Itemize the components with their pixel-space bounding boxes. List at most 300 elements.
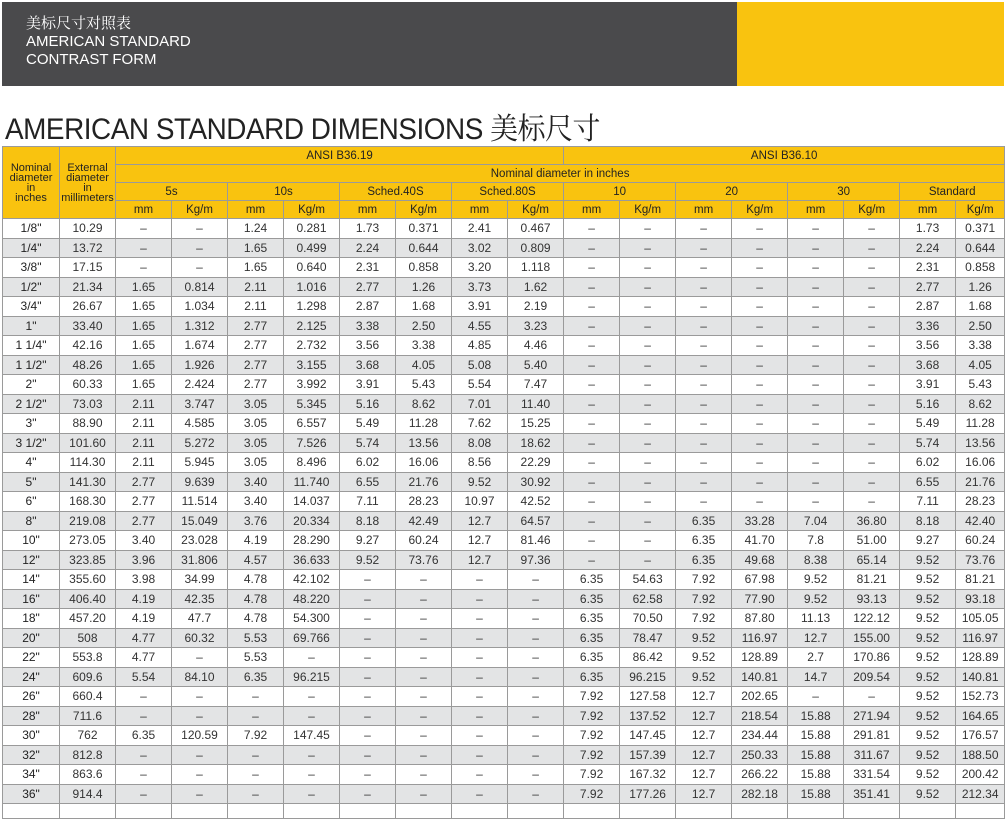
table-cell: – xyxy=(788,375,844,395)
table-cell: 271.94 xyxy=(844,706,900,726)
external-diameter-cell: 914.4 xyxy=(60,784,116,804)
table-cell: 86.42 xyxy=(620,648,676,668)
external-diameter-cell: 711.6 xyxy=(60,706,116,726)
table-row xyxy=(3,570,1005,590)
banner-title-chinese: 美标尺寸对照表 xyxy=(26,15,132,32)
table-cell: 3.38 xyxy=(396,336,452,356)
table-cell: – xyxy=(564,375,620,395)
nominal-size-cell: 36" xyxy=(3,784,60,804)
table-cell: – xyxy=(284,687,340,707)
external-diameter-cell: 323.85 xyxy=(60,550,116,570)
table-cell: – xyxy=(508,628,564,648)
table-cell: 2.11 xyxy=(116,453,172,473)
table-cell: – xyxy=(340,726,396,746)
external-diameter-cell: 26.67 xyxy=(60,297,116,317)
table-cell: – xyxy=(396,784,452,804)
header-text: inches xyxy=(15,191,47,204)
table-cell: 3.02 xyxy=(452,238,508,258)
table-cell: – xyxy=(340,745,396,765)
table-cell: – xyxy=(564,511,620,531)
table-cell: 1.62 xyxy=(508,277,564,297)
table-cell: – xyxy=(732,219,788,239)
table-cell: 3.56 xyxy=(900,336,956,356)
table-cell: 128.89 xyxy=(956,648,1005,668)
table-cell: 7.8 xyxy=(788,531,844,551)
table-cell: – xyxy=(788,219,844,239)
nominal-size-cell: 30" xyxy=(3,726,60,746)
table-cell: – xyxy=(564,453,620,473)
table-cell: – xyxy=(340,706,396,726)
table-cell: – xyxy=(228,765,284,785)
table-cell: 2.77 xyxy=(900,277,956,297)
table-cell: – xyxy=(284,745,340,765)
table-row xyxy=(3,550,1005,570)
table-cell: – xyxy=(396,648,452,668)
table-cell: – xyxy=(676,472,732,492)
table-cell: 282.18 xyxy=(732,784,788,804)
table-cell: 6.35 xyxy=(228,667,284,687)
table-cell: – xyxy=(788,687,844,707)
nominal-size-cell: 3 1/2" xyxy=(3,433,60,453)
external-diameter-cell: 13.72 xyxy=(60,238,116,258)
table-cell: 1.016 xyxy=(284,277,340,297)
table-cell: – xyxy=(564,433,620,453)
table-row xyxy=(3,336,1005,356)
table-cell: – xyxy=(676,492,732,512)
table-cell: 9.52 xyxy=(900,706,956,726)
nominal-size-cell: 10" xyxy=(3,531,60,551)
unit-mm-header: mm xyxy=(228,201,284,219)
external-diameter-cell: 88.90 xyxy=(60,414,116,434)
table-cell: 28.290 xyxy=(284,531,340,551)
table-row xyxy=(3,238,1005,258)
table-row xyxy=(3,219,1005,239)
table-row xyxy=(3,687,1005,707)
nominal-size-cell: 20" xyxy=(3,628,60,648)
table-cell: 1.65 xyxy=(116,316,172,336)
table-cell xyxy=(844,804,900,819)
table-cell: 5.49 xyxy=(900,414,956,434)
table-cell: 188.50 xyxy=(956,745,1005,765)
table-cell: 47.7 xyxy=(172,609,228,629)
table-cell: 8.62 xyxy=(396,394,452,414)
table-cell: – xyxy=(340,648,396,668)
nominal-size-cell: 1 1/2" xyxy=(3,355,60,375)
table-cell: 3.05 xyxy=(228,394,284,414)
table-cell: 4.77 xyxy=(116,648,172,668)
unit-kgm-header: Kg/m xyxy=(620,201,676,219)
table-cell: – xyxy=(508,765,564,785)
nominal-span-header: Nominal diameter in inches xyxy=(116,165,1005,183)
banner-dark-panel xyxy=(2,2,737,86)
table-cell: 5.945 xyxy=(172,453,228,473)
table-cell: 60.24 xyxy=(956,531,1005,551)
table-cell: – xyxy=(396,745,452,765)
table-cell xyxy=(172,804,228,819)
nominal-size-cell: 22" xyxy=(3,648,60,668)
table-cell xyxy=(620,804,676,819)
table-cell: 49.68 xyxy=(732,550,788,570)
standard-b3619-header: ANSI B36.19 xyxy=(116,147,564,165)
header-banner xyxy=(2,2,1004,86)
table-cell: 3.05 xyxy=(228,453,284,473)
table-cell: 1.68 xyxy=(396,297,452,317)
table-cell: – xyxy=(284,648,340,668)
table-cell: – xyxy=(508,667,564,687)
table-cell xyxy=(3,804,60,819)
table-cell: – xyxy=(564,238,620,258)
table-cell: 0.371 xyxy=(396,219,452,239)
schedule-header: 10 xyxy=(564,183,676,201)
header-text: External xyxy=(67,161,108,174)
table-cell: – xyxy=(340,687,396,707)
table-cell: – xyxy=(620,433,676,453)
table-cell: – xyxy=(116,745,172,765)
table-cell: – xyxy=(340,589,396,609)
table-cell: 18.62 xyxy=(508,433,564,453)
table-cell: 12.7 xyxy=(676,784,732,804)
nominal-size-cell: 24" xyxy=(3,667,60,687)
table-cell: – xyxy=(732,375,788,395)
table-cell: 331.54 xyxy=(844,765,900,785)
table-cell: 128.89 xyxy=(732,648,788,668)
table-cell: 250.33 xyxy=(732,745,788,765)
table-cell: 4.19 xyxy=(228,531,284,551)
table-cell: 116.97 xyxy=(732,628,788,648)
nominal-size-cell: 2" xyxy=(3,375,60,395)
table-cell: 0.858 xyxy=(956,258,1005,278)
table-cell: 351.41 xyxy=(844,784,900,804)
table-cell: – xyxy=(788,492,844,512)
table-cell: 3.23 xyxy=(508,316,564,336)
table-cell xyxy=(956,804,1005,819)
table-cell: 9.52 xyxy=(676,648,732,668)
table-cell: 105.05 xyxy=(956,609,1005,629)
table-cell: – xyxy=(676,316,732,336)
table-cell: 3.68 xyxy=(900,355,956,375)
table-cell: – xyxy=(172,765,228,785)
table-cell: 4.46 xyxy=(508,336,564,356)
table-row xyxy=(3,726,1005,746)
table-cell: 140.81 xyxy=(956,667,1005,687)
table-cell: 2.77 xyxy=(116,472,172,492)
table-cell: 1.298 xyxy=(284,297,340,317)
table-cell: 93.18 xyxy=(956,589,1005,609)
table-cell: – xyxy=(676,336,732,356)
table-cell: 0.809 xyxy=(508,238,564,258)
table-cell: 7.92 xyxy=(676,609,732,629)
table-cell: 81.21 xyxy=(844,570,900,590)
table-cell: – xyxy=(564,531,620,551)
table-cell: – xyxy=(508,570,564,590)
table-cell: – xyxy=(788,453,844,473)
table-cell xyxy=(452,804,508,819)
table-cell: 2.77 xyxy=(228,375,284,395)
table-cell: 2.50 xyxy=(956,316,1005,336)
table-cell: 5.54 xyxy=(452,375,508,395)
dimensions-table-container xyxy=(2,146,1004,819)
table-cell: 122.12 xyxy=(844,609,900,629)
table-cell: 1.312 xyxy=(172,316,228,336)
external-diameter-cell: 508 xyxy=(60,628,116,648)
table-cell: – xyxy=(788,336,844,356)
external-diameter-cell: 273.05 xyxy=(60,531,116,551)
table-cell: 6.557 xyxy=(284,414,340,434)
table-row xyxy=(3,258,1005,278)
table-cell: – xyxy=(564,258,620,278)
nominal-size-cell: 6" xyxy=(3,492,60,512)
table-cell: 3.05 xyxy=(228,433,284,453)
table-cell: 11.740 xyxy=(284,472,340,492)
table-cell: 9.52 xyxy=(900,648,956,668)
unit-mm-header: mm xyxy=(564,201,620,219)
table-row xyxy=(3,609,1005,629)
unit-mm-header: mm xyxy=(900,201,956,219)
table-cell: 2.31 xyxy=(340,258,396,278)
table-cell: 155.00 xyxy=(844,628,900,648)
table-cell: 1.26 xyxy=(956,277,1005,297)
table-cell: – xyxy=(620,355,676,375)
table-cell: – xyxy=(284,706,340,726)
nominal-size-cell: 28" xyxy=(3,706,60,726)
table-cell: 12.7 xyxy=(676,706,732,726)
header-text: diameter xyxy=(9,171,53,184)
external-diameter-cell: 10.29 xyxy=(60,219,116,239)
table-cell xyxy=(60,804,116,819)
nominal-size-cell: 14" xyxy=(3,570,60,590)
table-cell: 9.52 xyxy=(676,628,732,648)
table-cell: 2.77 xyxy=(340,277,396,297)
table-row xyxy=(3,433,1005,453)
table-cell: 0.858 xyxy=(396,258,452,278)
external-diameter-cell: 60.33 xyxy=(60,375,116,395)
table-cell: 4.77 xyxy=(116,628,172,648)
table-cell: 5.40 xyxy=(508,355,564,375)
table-cell: 7.92 xyxy=(564,745,620,765)
table-cell: 4.05 xyxy=(396,355,452,375)
nominal-size-cell: 3/4" xyxy=(3,297,60,317)
table-cell: – xyxy=(564,394,620,414)
table-cell: – xyxy=(228,687,284,707)
table-cell: 0.644 xyxy=(396,238,452,258)
table-cell: – xyxy=(844,277,900,297)
table-cell: 6.35 xyxy=(564,667,620,687)
table-cell: 11.514 xyxy=(172,492,228,512)
table-cell: 12.7 xyxy=(788,628,844,648)
table-cell: – xyxy=(732,414,788,434)
table-cell: 127.58 xyxy=(620,687,676,707)
table-cell: – xyxy=(116,258,172,278)
table-cell: 9.52 xyxy=(900,726,956,746)
table-cell: 0.640 xyxy=(284,258,340,278)
nominal-size-cell: 1/2" xyxy=(3,277,60,297)
nominal-size-cell: 1" xyxy=(3,316,60,336)
table-row xyxy=(3,453,1005,473)
table-cell: 2.19 xyxy=(508,297,564,317)
table-cell: – xyxy=(172,238,228,258)
table-cell: – xyxy=(116,765,172,785)
table-cell: 3.40 xyxy=(228,472,284,492)
table-cell: 140.81 xyxy=(732,667,788,687)
table-cell: 4.78 xyxy=(228,589,284,609)
table-cell: – xyxy=(452,667,508,687)
table-cell: 7.11 xyxy=(340,492,396,512)
table-cell: 1.65 xyxy=(116,336,172,356)
table-cell: – xyxy=(732,453,788,473)
table-cell: 9.27 xyxy=(900,531,956,551)
external-diameter-cell: 219.08 xyxy=(60,511,116,531)
table-cell: 311.67 xyxy=(844,745,900,765)
table-cell: – xyxy=(452,687,508,707)
table-cell: 2.7 xyxy=(788,648,844,668)
table-cell: – xyxy=(116,687,172,707)
table-cell: – xyxy=(788,258,844,278)
table-cell: 2.11 xyxy=(228,297,284,317)
table-cell: – xyxy=(564,336,620,356)
table-cell: – xyxy=(676,238,732,258)
table-cell: 3.68 xyxy=(340,355,396,375)
nominal-size-cell: 3" xyxy=(3,414,60,434)
table-cell: 16.06 xyxy=(956,453,1005,473)
table-cell: 87.80 xyxy=(732,609,788,629)
table-cell: 23.028 xyxy=(172,531,228,551)
table-cell: 5.74 xyxy=(900,433,956,453)
table-row xyxy=(3,472,1005,492)
table-cell: 1.65 xyxy=(116,277,172,297)
nominal-size-cell: 1/8" xyxy=(3,219,60,239)
table-cell: 36.80 xyxy=(844,511,900,531)
table-cell: – xyxy=(452,745,508,765)
table-cell: 176.57 xyxy=(956,726,1005,746)
table-cell: 41.70 xyxy=(732,531,788,551)
table-header xyxy=(3,147,1005,219)
table-cell: – xyxy=(396,687,452,707)
table-cell: – xyxy=(844,414,900,434)
table-cell: 4.05 xyxy=(956,355,1005,375)
table-cell: 200.42 xyxy=(956,765,1005,785)
table-cell: 15.049 xyxy=(172,511,228,531)
table-cell: 84.10 xyxy=(172,667,228,687)
table-row xyxy=(3,784,1005,804)
table-cell: 62.58 xyxy=(620,589,676,609)
table-cell: 4.78 xyxy=(228,570,284,590)
table-cell: 7.526 xyxy=(284,433,340,453)
table-row xyxy=(3,667,1005,687)
table-cell: 6.55 xyxy=(340,472,396,492)
table-cell: – xyxy=(340,570,396,590)
unit-kgm-header: Kg/m xyxy=(284,201,340,219)
table-cell: 0.467 xyxy=(508,219,564,239)
table-cell: 212.34 xyxy=(956,784,1005,804)
table-cell: 1.674 xyxy=(172,336,228,356)
table-cell: – xyxy=(508,706,564,726)
table-cell: 12.7 xyxy=(676,687,732,707)
table-cell: 33.28 xyxy=(732,511,788,531)
table-cell: – xyxy=(620,375,676,395)
unit-mm-header: mm xyxy=(788,201,844,219)
table-cell: – xyxy=(564,472,620,492)
table-cell: – xyxy=(620,453,676,473)
table-cell: – xyxy=(508,609,564,629)
table-cell: – xyxy=(452,589,508,609)
table-cell: 81.21 xyxy=(956,570,1005,590)
nominal-size-cell: 16" xyxy=(3,589,60,609)
schedule-header: 20 xyxy=(676,183,788,201)
unit-kgm-header: Kg/m xyxy=(956,201,1005,219)
table-cell: 0.499 xyxy=(284,238,340,258)
table-cell: – xyxy=(620,414,676,434)
table-cell: – xyxy=(508,687,564,707)
table-cell: – xyxy=(732,433,788,453)
table-cell: 42.102 xyxy=(284,570,340,590)
table-cell: 2.11 xyxy=(116,433,172,453)
table-cell: – xyxy=(788,472,844,492)
table-cell: 2.87 xyxy=(900,297,956,317)
table-cell: 234.44 xyxy=(732,726,788,746)
table-cell: 20.334 xyxy=(284,511,340,531)
table-cell: – xyxy=(620,550,676,570)
table-cell: 6.35 xyxy=(676,550,732,570)
external-diameter-cell: 457.20 xyxy=(60,609,116,629)
table-cell: 6.35 xyxy=(564,570,620,590)
table-cell: 11.40 xyxy=(508,394,564,414)
table-cell: 5.16 xyxy=(340,394,396,414)
table-cell: 9.52 xyxy=(900,628,956,648)
table-cell xyxy=(564,804,620,819)
table-cell: 8.18 xyxy=(340,511,396,531)
table-cell: – xyxy=(844,297,900,317)
table-cell: 51.00 xyxy=(844,531,900,551)
table-cell: – xyxy=(172,745,228,765)
table-cell: – xyxy=(452,706,508,726)
table-cell: 4.55 xyxy=(452,316,508,336)
table-row xyxy=(3,648,1005,668)
schedule-header: Sched.40S xyxy=(340,183,452,201)
table-cell: – xyxy=(788,297,844,317)
table-cell: 70.50 xyxy=(620,609,676,629)
table-cell: 1.65 xyxy=(116,355,172,375)
external-diameter-cell: 863.6 xyxy=(60,765,116,785)
schedule-header: 5s xyxy=(116,183,228,201)
table-cell: 9.52 xyxy=(452,472,508,492)
table-cell: 147.45 xyxy=(620,726,676,746)
table-cell: 3.992 xyxy=(284,375,340,395)
table-cell: 7.11 xyxy=(900,492,956,512)
table-cell: 8.62 xyxy=(956,394,1005,414)
table-cell: 291.81 xyxy=(844,726,900,746)
table-cell: – xyxy=(452,726,508,746)
table-cell: – xyxy=(844,687,900,707)
table-cell: 8.18 xyxy=(900,511,956,531)
table-cell: 2.125 xyxy=(284,316,340,336)
table-cell: 1.73 xyxy=(340,219,396,239)
table-cell: 3.155 xyxy=(284,355,340,375)
table-row xyxy=(3,706,1005,726)
external-diameter-cell: 355.60 xyxy=(60,570,116,590)
table-cell: – xyxy=(788,316,844,336)
banner-title-line2: AMERICAN STANDARD xyxy=(26,33,191,50)
table-cell: 28.23 xyxy=(956,492,1005,512)
table-cell: – xyxy=(564,355,620,375)
table-row xyxy=(3,355,1005,375)
table-cell: – xyxy=(172,784,228,804)
table-cell: 73.76 xyxy=(956,550,1005,570)
nominal-size-cell: 2 1/2" xyxy=(3,394,60,414)
table-cell: – xyxy=(676,277,732,297)
table-cell: – xyxy=(788,355,844,375)
table-cell: – xyxy=(564,492,620,512)
table-cell: 13.56 xyxy=(396,433,452,453)
